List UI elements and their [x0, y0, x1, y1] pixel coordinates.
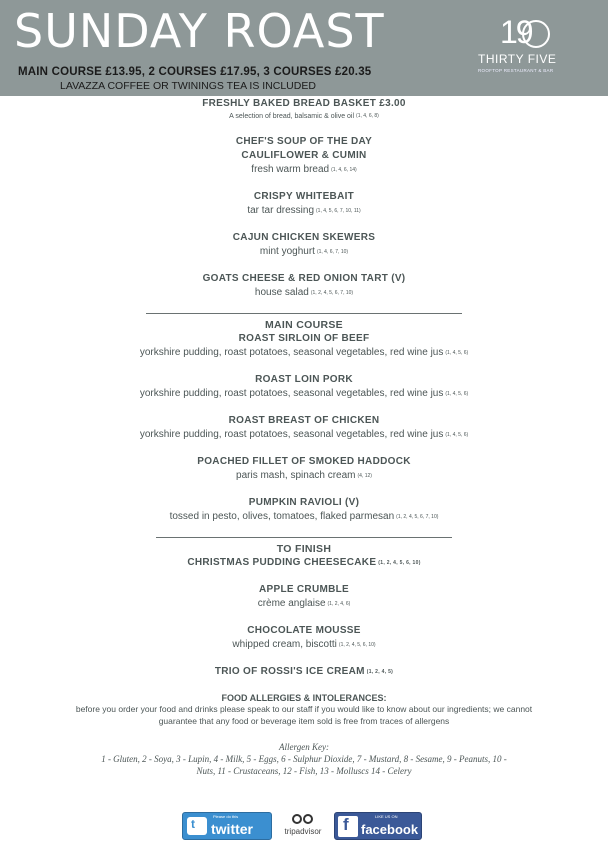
facebook-f-icon: f	[338, 816, 358, 837]
dish-description-line	[40, 346, 568, 360]
menu-item	[40, 583, 568, 611]
dish-name: ROAST BREAST OF CHICKEN	[228, 415, 380, 426]
divider	[156, 537, 452, 538]
dish-name-line	[40, 624, 568, 638]
menu-item	[40, 624, 568, 652]
logo-subtitle: ROOFTOP RESTAURANT & BAR	[478, 68, 554, 73]
dish-description: yorkshire pudding, roast potatoes, seasonal vegetables, red wine jus	[139, 347, 444, 358]
dish-name-line	[40, 583, 568, 597]
menu-item	[40, 272, 568, 300]
menu-item	[40, 414, 568, 442]
menu-item	[40, 135, 568, 177]
dish-name: CHOCOLATE MOUSSE	[247, 625, 361, 636]
logo-name: THIRTY FIVE	[478, 52, 557, 66]
twitter-caption: Please do this	[213, 814, 239, 819]
dish-description-line	[40, 638, 568, 652]
dish-name: PUMPKIN RAVIOLI (V)	[248, 497, 360, 508]
dish-name: ROAST SIRLOIN OF BEEF	[238, 333, 370, 344]
dish-name: FRESHLY BAKED BREAD BASKET £3.00	[202, 98, 406, 109]
dish-description: A selection of bread, balsamic & olive oil	[229, 113, 355, 120]
dish-description-line	[40, 469, 568, 483]
allergen-key-text: 1 - Gluten, 2 - Soya, 3 - Lupin, 4 - Milk, 5 - Eggs, 6 - Sulphur Dioxide, 7 - Mustard, 8 - Sesame, 9 - Peanuts, 10 - Nuts, 11 - Crustaceans, 12 - Fish, 13 - Molluscs 14 - Celery	[101, 754, 507, 776]
dish-allergens: (1, 2, 4, 5)	[366, 669, 394, 675]
facebook-label: facebook	[361, 822, 419, 837]
dish-name-line	[40, 496, 568, 510]
menu-item	[40, 455, 568, 483]
dish-description: tossed in pesto, olives, tomatoes, flaked parmesan	[169, 511, 395, 522]
dish-description: tar tar dressing	[247, 205, 315, 216]
dish-name: CHRISTMAS PUDDING CHEESECAKE	[187, 557, 377, 568]
dish-allergens: (1, 4, 5, 6)	[445, 350, 469, 356]
dish-description-line	[40, 286, 568, 300]
dish-name-line	[40, 332, 568, 346]
dish-name-line	[40, 665, 568, 679]
dish-allergens: (4, 12)	[357, 473, 372, 479]
dish-description: house salad	[254, 287, 309, 298]
menu-item	[40, 231, 568, 259]
dish-name: APPLE CRUMBLE	[258, 584, 349, 595]
dish-description-line	[40, 510, 568, 524]
dish-allergens: (1, 2, 4, 5, 6, 10)	[338, 642, 376, 648]
twitter-label: twitter	[211, 821, 253, 837]
dish-name: CAJUN CHICKEN SKEWERS	[232, 232, 376, 243]
dish-description-line	[40, 387, 568, 401]
header-band	[0, 0, 608, 96]
coffee-line: LAVAZZA COFFEE OR TWININGS TEA IS INCLUDED	[60, 80, 316, 92]
dish-allergens: (1, 4, 6, 14)	[331, 167, 357, 173]
dish-name: GOATS CHEESE & RED ONION TART (V)	[202, 273, 406, 284]
mains-list	[40, 332, 568, 524]
menu-item	[40, 97, 568, 122]
facebook-button[interactable]	[334, 812, 422, 840]
main-course-heading: MAIN COURSE	[265, 319, 343, 331]
dish-allergens: (1, 4, 5, 6)	[445, 432, 469, 438]
allergy-text: before you order your food and drinks please speak to our staff if you would like to know about our ingredients; we cannot guarantee that any food or beverage item sold is free from traces of allergens	[75, 704, 533, 726]
price-line: MAIN COURSE £13.95, 2 COURSES £17.95, 3 COURSES £20.35	[18, 66, 372, 78]
divider	[146, 313, 462, 314]
menu-item	[40, 373, 568, 401]
restaurant-logo	[474, 14, 586, 76]
dish-description-line	[40, 597, 568, 611]
dish-name-line	[40, 373, 568, 387]
tripadvisor-label: tripadvisor	[284, 827, 322, 836]
dish-description-line	[40, 111, 568, 122]
dish-description: yorkshire pudding, roast potatoes, seasonal vegetables, red wine jus	[139, 388, 444, 399]
dish-description-line	[40, 163, 568, 177]
dish-allergens: (1, 4, 5, 6)	[445, 391, 469, 397]
dish-name: TRIO OF ROSSI'S ICE CREAM	[214, 666, 365, 677]
page-title: SUNDAY ROAST	[14, 4, 385, 58]
dish-description: whipped cream, biscotti	[232, 639, 337, 650]
dish-name-line	[40, 556, 568, 570]
dish-allergens: (1, 4, 6, 8)	[356, 113, 379, 119]
dish-name: POACHED FILLET OF SMOKED HADDOCK	[197, 456, 411, 467]
tripadvisor-owl-icon	[292, 812, 314, 826]
dish-name-line	[40, 231, 568, 245]
dish-description: fresh warm bread	[251, 164, 330, 175]
social-links	[0, 812, 608, 852]
dish-allergens: (1, 2, 4, 5, 6, 10)	[378, 560, 421, 566]
dish-name: CHEF'S SOUP OF THE DAY	[235, 136, 373, 147]
allergen-key-title: Allergen Key:	[279, 742, 329, 752]
dish-name-line	[40, 414, 568, 428]
dish-name: ROAST LOIN PORK	[255, 374, 353, 385]
desserts-list	[40, 556, 568, 679]
dish-name: CRISPY WHITEBAIT	[253, 191, 355, 202]
dish-name-line	[40, 272, 568, 286]
menu-item	[40, 332, 568, 360]
starters-list	[40, 97, 568, 300]
menu-item	[40, 190, 568, 218]
menu-item	[40, 556, 568, 570]
dish-description-line	[40, 204, 568, 218]
dish-subname: CAULIFLOWER & CUMIN	[241, 150, 367, 161]
dish-name-line	[40, 135, 568, 149]
menu-item	[40, 665, 568, 679]
dish-description-line	[40, 428, 568, 442]
dish-name-line	[40, 190, 568, 204]
twitter-button[interactable]	[182, 812, 272, 840]
dish-allergens: (1, 2, 4, 5, 6, 7, 10)	[396, 514, 439, 520]
tripadvisor-button[interactable]	[276, 812, 330, 840]
logo-number: 19	[500, 14, 532, 50]
facebook-caption: LIKE US ON	[375, 814, 398, 819]
menu-item	[40, 496, 568, 524]
menu-body	[40, 97, 568, 777]
dish-description: yorkshire pudding, roast potatoes, seasonal vegetables, red wine jus	[139, 429, 444, 440]
dish-allergens: (1, 2, 4, 5, 6, 7, 10)	[310, 290, 354, 296]
allergy-title: FOOD ALLERGIES & INTOLERANCES:	[221, 693, 387, 703]
twitter-bird-icon: t	[187, 817, 207, 835]
dish-name-line	[40, 455, 568, 469]
dish-allergens: (1, 4, 5, 6, 7, 10, 11)	[316, 208, 361, 214]
dish-description: crème anglaise	[257, 598, 326, 609]
dish-allergens: (1, 2, 4, 6)	[327, 601, 351, 607]
dish-description-line	[40, 245, 568, 259]
dish-description: mint yoghurt	[259, 246, 315, 257]
dish-name-line	[40, 97, 568, 111]
dessert-heading: TO FINISH	[276, 543, 332, 555]
dish-description: paris mash, spinach cream	[236, 470, 356, 481]
dish-allergens: (1, 4, 6, 7, 10)	[316, 249, 349, 255]
